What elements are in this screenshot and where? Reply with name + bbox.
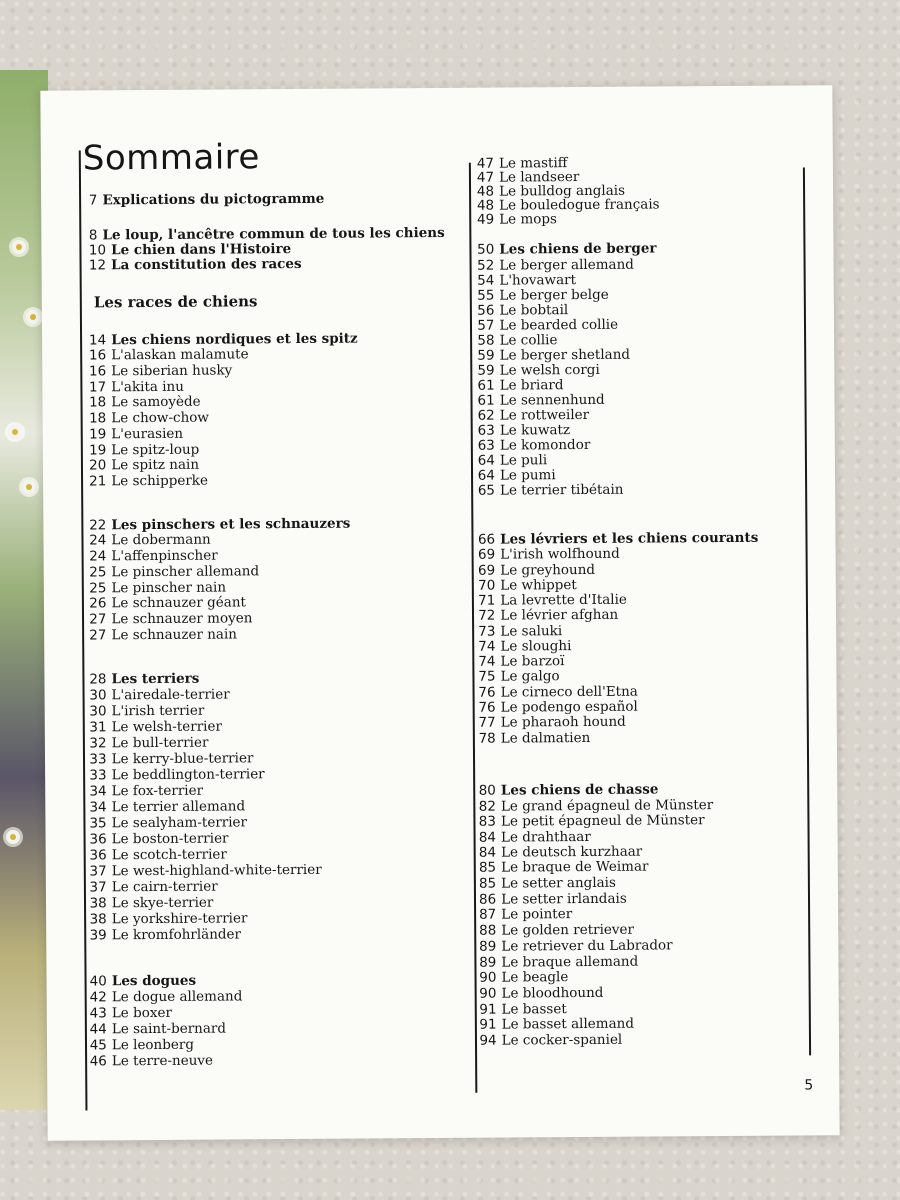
toc-entry-title: Le kuwatz [499,422,571,439]
toc-entry-title: Le retriever du Labrador [501,937,673,955]
toc-entry-title: Le dalmatien [500,729,591,747]
toc-page-number: 69 [477,562,496,579]
toc-page-number: 54 [477,272,495,289]
toc-entry-title: Le saint-bernard [111,1020,227,1038]
toc-entry [478,640,571,654]
toc-entry [89,547,218,565]
toc-entry [477,481,624,499]
toc-entry [477,561,596,579]
toc-page-number: 33 [89,767,107,784]
toc-entry-title: Le berger shetland [499,346,631,364]
toc-entry [478,874,616,892]
toc-page-number: 89 [479,938,497,955]
toc-page-number: 87 [479,906,497,923]
toc-entry-title: Explications du pictogramme [102,190,325,209]
toc-entry-title: Le basset allemand [501,1015,634,1033]
toc-page-number: 85 [478,859,497,876]
toc-entry-title: Le mops [499,211,557,228]
toc-entry [478,469,556,483]
toc-entry [478,713,626,731]
toc-entry [477,213,557,227]
toc-page-number: 14 [88,332,107,349]
toc-page-number: 90 [479,985,497,1002]
toc-page-number: 74 [478,653,496,670]
toc-page-number: 27 [89,627,107,644]
toc-entry-title: Le mastiff [498,155,568,172]
toc-entry-title: Le chien dans l'Histoire [111,241,292,259]
toc-entry [89,1004,172,1022]
toc-entry-title: Le spitz-loup [111,441,200,459]
toc-entry-title: L'irish terrier [111,702,205,720]
toc-page-number: 19 [89,426,107,443]
toc-page-number: 76 [478,684,496,701]
toc-entry [89,531,211,549]
toc-page-number: 40 [89,973,107,990]
toc-page-number: 89 [479,954,497,971]
daisy-icon [26,310,40,324]
toc-entry-title: Le galgo [500,668,560,685]
toc-page-number: 33 [89,751,107,768]
toc-entry [477,286,609,304]
toc-entry [89,596,246,611]
toc-entry-title: Les terriers [111,670,200,688]
toc-entry-title: Le bull-terrier [111,734,209,752]
toc-page-number: 21 [89,473,107,490]
toc-entry-title: Le skye-terrier [111,894,214,912]
toc-entry-title: Le schipperke [111,472,209,490]
toc-entry [88,393,201,411]
toc-entry-title: Le barzoï [500,653,565,670]
toc-entry [479,814,705,829]
toc-entry [479,921,635,939]
toc-page-number: 18 [88,410,107,427]
toc-entry-title: Le dobermann [111,531,211,549]
toc-page-number: 85 [478,875,497,892]
toc-entry-title: Le pharaoh hound [500,713,626,731]
toc-entry [89,565,259,580]
toc-entry [478,890,627,908]
toc-entry [477,361,600,379]
toc-entry-title: Le lévrier afghan [500,606,619,624]
toc-entry-title: La levrette d'Italie [500,591,627,609]
toc-entry [479,1003,566,1017]
toc-entry [479,939,673,954]
toc-entry [89,861,322,880]
toc-page-number: 10 [88,242,107,259]
toc-entry [478,606,619,624]
toc-page-number: 32 [89,735,107,752]
toc-entry [479,1015,634,1033]
toc-entry [90,912,248,927]
toc-entry-title: L'airedale-terrier [111,686,230,704]
toc-entry [89,848,226,862]
toc-entry [477,242,657,257]
toc-page-number: 35 [89,815,107,832]
toc-page-number: 27 [89,611,107,628]
toc-page-number: 8 [88,227,98,244]
toc-entry-title: Le boston-terrier [111,830,229,848]
toc-entry-title: Les chiens nordiques et les spitz [111,330,358,349]
toc-entry [90,928,242,943]
toc-page-number: 49 [476,211,495,228]
toc-page-number: 75 [478,668,496,685]
toc-entry [478,655,564,669]
toc-entry [89,456,200,474]
toc-entry-title: L'irish wolfhound [500,545,620,563]
toc-entry-title: Le boxer [111,1004,172,1022]
daisy-icon [22,480,36,494]
toc-entry-title: Le west-highland-white-terrier [111,861,322,880]
toc-entry [479,984,604,1002]
toc-entry [89,782,204,800]
toc-entry-title: Le beddlington-terrier [111,766,265,784]
table-of-contents-page [40,85,839,1141]
toc-entry-title: Le sennenhund [499,391,605,409]
toc-entry-title: Le podengo español [500,698,638,716]
toc-entry-title: La constitution des races [111,255,302,274]
page-number: 5 [804,1077,814,1094]
toc-page-number: 84 [478,844,497,861]
toc-entry-title: Le pinscher allemand [111,563,260,581]
toc-page-number: 59 [477,362,495,379]
toc-entry [477,545,620,563]
toc-entry [477,316,619,334]
toc-page-number: 24 [89,532,107,549]
toc-entry [477,256,634,274]
toc-entry-title: Le golden retriever [501,921,635,939]
toc-page-number: 73 [478,623,496,640]
toc-page-number: 63 [477,422,495,439]
toc-entry-title: Les lévriers et les chiens courants [500,529,759,548]
toc-page-number: 56 [477,302,495,319]
toc-entry [479,908,572,922]
toc-entry [89,670,200,688]
toc-entry-title: Le pointer [501,906,573,923]
left-column-rule [79,150,88,1110]
toc-page-number: 94 [479,1032,497,1049]
toc-entry [478,858,649,876]
toc-page-number: 57 [477,317,495,334]
toc-entry [89,752,253,767]
toc-entry-title: Le loup, l'ancêtre commun de tous les chiens [102,224,445,244]
toc-page-number: 28 [89,671,107,688]
toc-page-number: 91 [479,1016,497,1033]
center-column-rule [469,163,477,1093]
toc-entry-title: Les pinschers et les schnauzers [111,515,351,534]
right-column-rule [803,167,811,1055]
toc-entry-title: Le bloodhound [501,984,604,1002]
toc-page-number: 74 [478,638,496,655]
toc-page-number: 18 [88,394,107,411]
toc-entry [89,1052,214,1070]
daisy-icon [8,425,22,439]
toc-page-number: 58 [477,332,495,349]
toc-entry [89,515,351,534]
toc-entry [479,953,639,971]
toc-page-number: 55 [477,287,495,304]
toc-page-number: 66 [477,531,496,548]
toc-entry-title: Le sealyham-terrier [111,814,248,832]
toc-entry-title: Le sloughi [500,638,572,655]
toc-entry-title: Le leonberg [111,1036,195,1054]
toc-page-number: 63 [477,437,495,454]
toc-page-number: 30 [89,687,107,704]
toc-entry-title: Le drahthaar [500,828,591,846]
toc-entry [478,579,577,593]
toc-entry [89,1036,195,1054]
toc-entry [477,346,631,364]
toc-entry [89,894,214,912]
toc-entry [89,348,249,363]
toc-entry-title: Le yorkshire-terrier [111,910,248,928]
toc-page-number: 19 [89,442,107,459]
toc-page-number: 38 [89,911,107,928]
toc-page-number: 25 [89,580,107,597]
toc-page-number: 82 [478,798,496,815]
toc-entry-title: Le samoyède [111,393,201,411]
toc-page-number: 61 [477,392,495,409]
toc-entry [89,718,222,736]
section-heading: Les races de chiens [93,292,258,312]
toc-entry [478,670,559,684]
toc-entry-title: Le setter irlandais [501,890,627,908]
toc-entry-title: Le komondor [499,436,591,454]
toc-entry [477,334,557,348]
toc-entry-title: Le terre-neuve [111,1052,214,1070]
toc-page-number: 64 [477,467,495,484]
toc-entry [479,783,659,798]
toc-entry-title: Le petit épagneul de Münster [500,812,705,830]
toc-entry-title: Le pumi [499,467,556,484]
toc-entry [89,425,184,443]
toc-page-number: 17 [88,379,107,396]
toc-entry [90,990,243,1005]
toc-entry-title: Le scotch-terrier [111,846,227,864]
daisy-icon [12,240,26,254]
toc-entry-title: Le cocker-spaniel [501,1031,623,1049]
toc-entry-title: Le terrier allemand [111,798,246,816]
toc-page-number: 70 [478,577,496,594]
toc-entry [88,255,302,274]
toc-page-number: 34 [89,783,107,800]
toc-entry [89,1020,227,1038]
toc-entry [478,454,547,468]
toc-entry-title: Les dogues [111,972,197,990]
toc-page-number: 30 [89,703,107,720]
toc-entry-title: Le landseer [498,169,580,186]
toc-page-number: 39 [89,927,107,944]
toc-entry-title: Le kerry-blue-terrier [111,750,254,768]
toc-entry-title: Le cairn-terrier [111,878,218,896]
toc-entry-title: Le schnauzer nain [111,626,237,644]
toc-page-number: 50 [477,241,495,258]
toc-page-number: 46 [89,1053,107,1070]
toc-entry-title: Le spitz nain [111,456,200,474]
toc-entry-title: Le deutsch kurzhaar [501,843,643,861]
toc-entry [478,424,571,438]
toc-page-number: 12 [88,257,107,274]
toc-entry-title: Le bobtail [499,302,569,319]
toc-entry [89,734,209,752]
toc-page-number: 31 [89,719,107,736]
toc-entry [479,971,568,985]
toc-page-number: 48 [476,197,495,214]
toc-entry [89,768,264,783]
toc-entry [477,436,591,454]
toc-page-number: 25 [89,564,107,581]
toc-entry-title: L'eurasien [111,425,184,443]
toc-entry [89,628,237,643]
toc-entry [478,729,591,747]
toc-page-number: 86 [478,891,497,908]
toc-page-number: 59 [477,347,495,364]
toc-entry [477,274,576,288]
toc-entry [478,625,562,639]
toc-entry-title: Le grand épagneul de Münster [500,797,714,815]
toc-entry-title: Le welsh-terrier [111,718,222,736]
toc-page-number: 47 [476,169,495,186]
toc-entry [89,832,228,846]
toc-entry-title: Le fox-terrier [111,782,204,800]
toc-page-number: 61 [477,377,495,394]
toc-page-number: 80 [478,782,496,799]
toc-page-number: 65 [477,482,496,499]
toc-entry-title: Le bulldog anglais [499,182,626,200]
toc-page-number: 52 [477,257,495,274]
toc-page-number: 45 [89,1037,107,1054]
toc-entry-title: Le briard [499,377,564,394]
toc-page-number: 42 [89,989,107,1006]
toc-entry-title: Le schnauzer géant [111,594,246,612]
toc-page-number: 83 [478,813,497,830]
toc-entry [477,379,563,393]
toc-entry-title: Le berger belge [499,286,609,304]
toc-page-number: 36 [89,847,107,864]
toc-entry-title: Le bouledogue français [499,196,660,214]
toc-entry-title: Le schnauzer moyen [111,610,253,628]
toc-page-number: 44 [89,1021,107,1038]
toc-page-number: 20 [89,457,107,474]
toc-entry [479,1031,623,1049]
toc-entry [89,702,205,720]
toc-page-number: 88 [479,922,497,939]
toc-page-number: 43 [89,1005,107,1022]
toc-entry-title: Le setter anglais [501,874,616,892]
toc-entry [477,406,590,424]
toc-entry-title: Le bearded collie [499,316,619,334]
toc-entry-title: Le greyhound [500,561,596,579]
toc-page-number: 76 [478,699,496,716]
toc-page-number: 71 [478,592,496,609]
toc-page-number: 36 [89,831,107,848]
toc-page-number: 84 [478,829,497,846]
toc-entry [88,378,184,396]
toc-entry [89,472,209,490]
toc-entry [89,688,229,702]
toc-page-number: 91 [479,1001,497,1018]
toc-entry [477,304,568,318]
toc-entry-title: Le braque de Weimar [501,858,649,876]
toc-entry-title: Le terrier tibétain [499,481,624,499]
toc-page-number: 34 [89,799,107,816]
toc-page-number: 72 [478,607,496,624]
toc-entry-title: Le chow-chow [111,409,209,427]
toc-entry [89,612,252,627]
toc-entry-title: Les chiens de chasse [500,781,659,799]
toc-entry-title: Le kromfohrländer [111,926,242,944]
toc-entry-title: L'affenpinscher [111,547,218,565]
toc-page-number: 90 [479,969,497,986]
toc-page-number: 24 [89,548,107,565]
toc-page-number: 78 [478,730,496,747]
toc-entry-title: Le rottweiler [499,406,590,424]
toc-page-number: 77 [478,714,496,731]
toc-entry [89,364,232,378]
toc-page-number: 48 [476,183,495,200]
toc-entry-title: Les chiens de berger [499,240,657,258]
daisy-icon [6,830,20,844]
toc-entry-title: Le puli [499,452,548,469]
toc-entry [89,878,218,896]
toc-entry-title: Le siberian husky [111,362,233,380]
toc-entry-title: Le welsh corgi [499,361,600,379]
toc-entry-title: L'alaskan malamute [111,346,249,364]
page-title: Sommaire [82,137,261,179]
toc-page-number: 26 [89,595,107,612]
toc-entry [89,800,245,815]
toc-entry-title: L'akita inu [111,378,184,396]
toc-entry [89,816,247,831]
toc-page-number: 62 [477,407,495,424]
toc-page-number: 47 [476,155,495,172]
toc-page-number: 16 [88,347,107,364]
toc-page-number: 16 [88,363,107,380]
toc-entry [88,190,325,209]
toc-page-number: 37 [89,863,107,880]
toc-entry-title: Le collie [499,332,558,349]
toc-entry [88,409,209,427]
toc-entry-title: Le beagle [501,969,569,986]
toc-entry-title: Le pinscher nain [111,579,227,597]
toc-entry-title: Le whippet [500,577,577,594]
toc-entry-title: Le berger allemand [499,256,634,274]
toc-entry [89,972,197,990]
toc-page-number: 22 [89,517,107,534]
toc-entry-title: Le braque allemand [501,953,639,971]
toc-entry-title: Le cirneco dell'Etna [500,683,638,701]
toc-entry-title: L'hovawart [499,272,577,289]
toc-page-number: 38 [89,895,107,912]
toc-page-number: 7 [88,192,98,209]
toc-entry-title: Le saluki [500,623,563,640]
toc-page-number: 64 [477,452,495,469]
toc-entry-title: Le basset [501,1001,567,1018]
toc-page-number: 37 [89,879,107,896]
toc-page-number: 69 [477,546,496,563]
toc-entry-title: Le dogue allemand [111,988,243,1006]
